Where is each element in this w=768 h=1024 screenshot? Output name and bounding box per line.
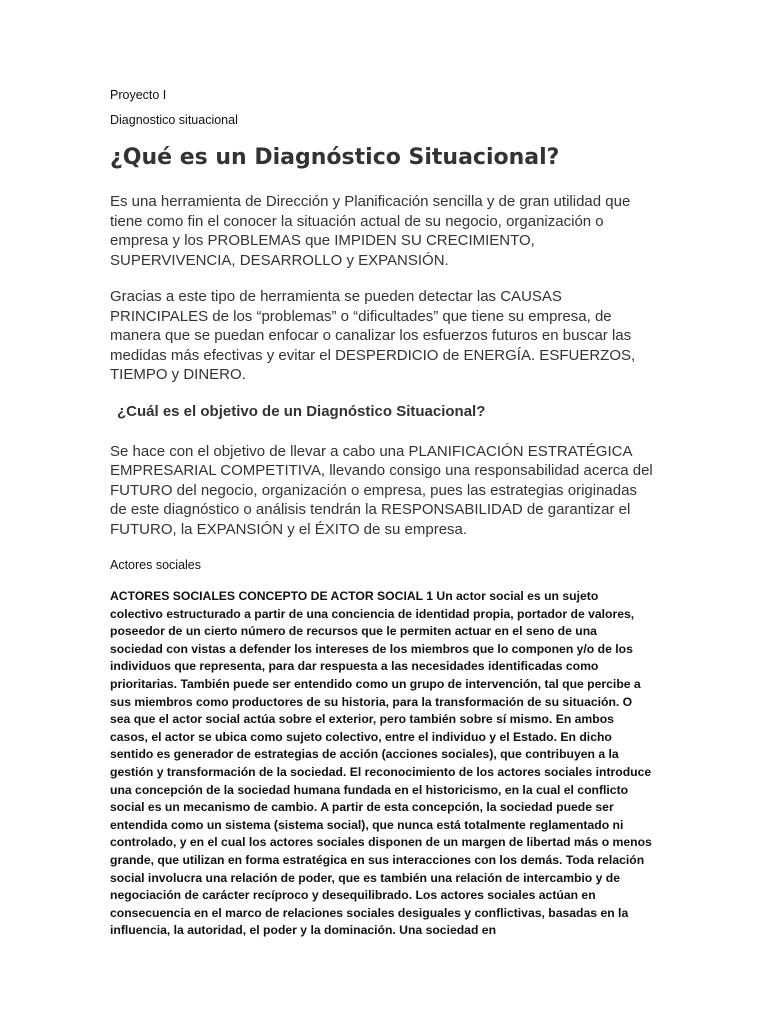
paragraph-definition: Es una herramienta de Dirección y Planificación sencilla y de gran utilidad que tiene como fin el conocer la situación actual de su negocio, organización o empresa y los PROBLEMAS que IMPIDEN SU CRECIMIENTO, SUPERVIVENCIA, DESARROLLO y EXPANSIÓN. bbox=[110, 193, 631, 269]
paragraph-actores-sociales: ACTORES SOCIALES CONCEPTO DE ACTOR SOCIAL 1 Un actor social es un sujeto colectivo estructurado a partir de una conciencia de identidad propia, portador de valores, poseedor de un cierto número de recursos que le permiten actuar en el seno de una sociedad con vistas a defender los intereses de los miembros que lo componen y/o de los individuos que representa, para dar respuesta a las necesidades identificadas como prioritarias. También puede ser entendido como un grupo de intervención, tal que percibe a sus miembros como productores de su historia, para la transformación de su situación. O sea que el actor social actúa sobre el exterior, pero también sobre sí mismo. En ambos casos, el actor se ubica como sujeto colectivo, entre el individuo y el Estado. En dicho sentido es generador de estrategias de acción (acciones sociales), que contribuyen a la gestión y transformación de la sociedad. El reconocimiento de los actores sociales introduce una concepción de la sociedad humana fundada en el historicismo, en la cual el conflicto social es un mecanismo de cambio. A partir de esta concepción, la sociedad puede ser entendida como un sistema (sistema social), que nunca está totalmente reglamentado ni controlado, y en el cual los actores sociales disponen de un margen de libertad más o menos grande, que utilizan en forma estratégica en sus interacciones con los demás. Toda relación social involucra una relación de poder, que es también una relación de intercambio y de negociación de carácter recíproco y desequilibrado. Los actores sociales actúan en consecuencia en el marco de relaciones sociales desiguales y conflictivas, basadas en la influencia, la autoridad, el poder y la dominación. Una sociedad en bbox=[110, 589, 652, 938]
section-title-actores: Actores sociales bbox=[110, 558, 202, 572]
main-heading: ¿Qué es un Diagnóstico Situacional? bbox=[110, 145, 560, 170]
objective-subheading: ¿Cuál es el objetivo de un Diagnóstico Situacional? bbox=[117, 402, 486, 420]
document-subtitle: Diagnostico situacional bbox=[110, 113, 238, 127]
paragraph-causes: Gracias a este tipo de herramienta se pueden detectar las CAUSAS PRINCIPALES de los “problemas” o “dificultades” que tiene su empresa, de manera que se puedan enfocar o canalizar los esfuerzos futuros en buscar las medidas más efectivas y evitar el DESPERDICIO de ENERGÍA. ESFUERZOS, TIEMPO y DINERO. bbox=[110, 288, 636, 383]
project-label: Proyecto I bbox=[110, 88, 167, 102]
paragraph-objective: Se hace con el objetivo de llevar a cabo una PLANIFICACIÓN ESTRATÉGICA EMPRESARIAL COMPETITIVA, llevando consigo una responsabilidad acerca del FUTURO del negocio, organización o empresa, pues las estrategias originadas de este diagnóstico o análisis tendrán la RESPONSABILIDAD de garantizar el FUTURO, la EXPANSIÓN y el ÉXITO de su empresa. bbox=[110, 442, 653, 538]
